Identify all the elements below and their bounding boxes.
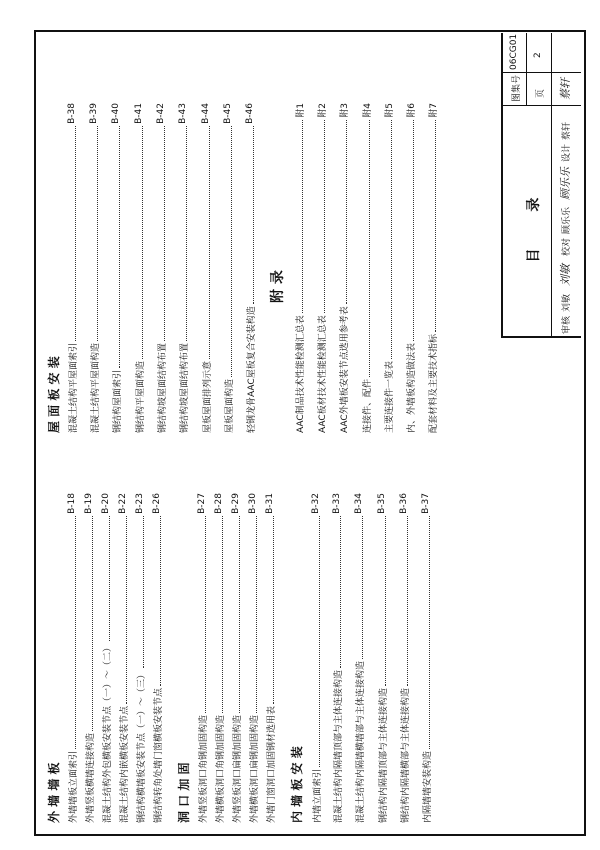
list-item[interactable]: 钢结构坡屋面结构布置 B-43 bbox=[178, 103, 190, 433]
check-signature: 顾乐乐 bbox=[559, 167, 572, 200]
atlas-no-label: 图集号 bbox=[512, 74, 522, 102]
list-item[interactable]: 内隔墙墙安装构造 B-37 bbox=[421, 493, 433, 823]
list-item[interactable]: 内、外墙板构造做法表 附6 bbox=[406, 103, 417, 433]
list-item[interactable]: 连接件、配件 附4 bbox=[362, 103, 373, 433]
rotated-content bbox=[39, 33, 584, 833]
list-item[interactable]: 轻钢龙骨AAC屋板复合安装构造 B-46 bbox=[245, 103, 257, 433]
section-heading: 附 录 bbox=[270, 270, 286, 303]
list-item[interactable]: 混凝土结构内隔墙横墙部与主体连接构造 B-34 bbox=[354, 493, 366, 823]
list-item[interactable]: 内墙立面索引 B-32 bbox=[311, 493, 323, 823]
list-item[interactable]: 外墙横板洞口扁钢加固构造 B-30 bbox=[248, 493, 260, 823]
title-block-title: 目 录 bbox=[526, 181, 542, 263]
section-heading: 内 墙 板 安 装 bbox=[290, 746, 304, 823]
list-item[interactable]: AAC板材技术性能检测汇总表 附2 bbox=[317, 103, 328, 433]
review-signature: 刘敏 bbox=[559, 264, 572, 286]
list-item[interactable]: 钢结构转角处墙门窗横板安装节点 B-26 bbox=[152, 493, 164, 823]
review-name: 刘敏 bbox=[562, 293, 572, 312]
list-item[interactable]: 钢结构屋面索引 B-40 bbox=[111, 103, 123, 433]
list-item[interactable]: 混凝土结构平屋面构造 B-39 bbox=[89, 103, 101, 433]
list-item[interactable]: 钢结构平屋面构造 B-41 bbox=[134, 103, 146, 433]
list-item[interactable]: 外墙竖板横墙连接构造 B-19 bbox=[84, 493, 96, 823]
list-item[interactable]: AAC制品技术性能检测汇总表 附1 bbox=[295, 103, 306, 433]
list-item[interactable]: 钢结构横墙板安装节点（一）～（三） B-23 bbox=[135, 493, 147, 823]
section-heading: 洞 口 加 固 bbox=[177, 762, 191, 823]
list-item[interactable]: 混凝土结构外包横板安装节点（一）～（二） B-20 bbox=[101, 493, 113, 823]
list-item[interactable]: 主要连接件一览表 附5 bbox=[384, 103, 395, 433]
section-heading: 屋 面 板 安 装 bbox=[47, 356, 61, 433]
page-number: 2 bbox=[533, 52, 543, 58]
design-signature: 蔡轩 bbox=[559, 78, 572, 100]
design-name: 蔡轩 bbox=[562, 121, 572, 140]
check-name: 顾乐乐 bbox=[562, 206, 572, 234]
list-item[interactable]: 钢结构坡屋面结构布置 B-42 bbox=[156, 103, 168, 433]
list-item[interactable]: 外墙横板洞口角钢加固构造 B-28 bbox=[214, 493, 226, 823]
section-heading: 外 墙 墙 板 bbox=[47, 762, 61, 823]
list-item[interactable]: 外墙门窗洞口加固钢材选用表 B-31 bbox=[265, 493, 277, 823]
atlas-no: 06CG01 bbox=[509, 33, 519, 70]
list-item[interactable]: 外墙墙板立面索引 B-18 bbox=[67, 493, 79, 823]
list-item[interactable]: 混凝土结构内隔墙顶部与主体连接构造 B-33 bbox=[332, 493, 344, 823]
list-item[interactable]: 混凝土结构内嵌横板安装节点 B-22 bbox=[118, 493, 130, 823]
review-label: 审核 bbox=[562, 315, 572, 334]
list-item[interactable]: 钢结构内隔墙横部与主体连接构造 B-36 bbox=[399, 493, 411, 823]
list-item[interactable]: 外墙竖板洞口扁钢加固构造 B-29 bbox=[231, 493, 243, 823]
list-item[interactable]: AAC外墙板安装节点选用参考表 附3 bbox=[339, 103, 350, 433]
list-item[interactable]: 钢结构内隔墙顶部与主体连接构造 B-35 bbox=[377, 493, 389, 823]
list-item[interactable]: 配套材料及主要技术指标 附7 bbox=[428, 103, 439, 433]
list-item[interactable]: 外墙竖板洞口角钢加固构造 B-27 bbox=[197, 493, 209, 823]
title-block bbox=[501, 33, 581, 338]
list-item[interactable]: 混凝土结构平屋面索引 B-38 bbox=[67, 103, 79, 433]
list-item[interactable]: 屋板屋面排列示意 B-44 bbox=[201, 103, 213, 433]
design-label: 设计 bbox=[562, 143, 572, 162]
list-item[interactable]: 屋板屋面构造 B-45 bbox=[223, 103, 235, 433]
page-label: 页 bbox=[536, 88, 546, 98]
check-label: 校对 bbox=[562, 237, 572, 256]
